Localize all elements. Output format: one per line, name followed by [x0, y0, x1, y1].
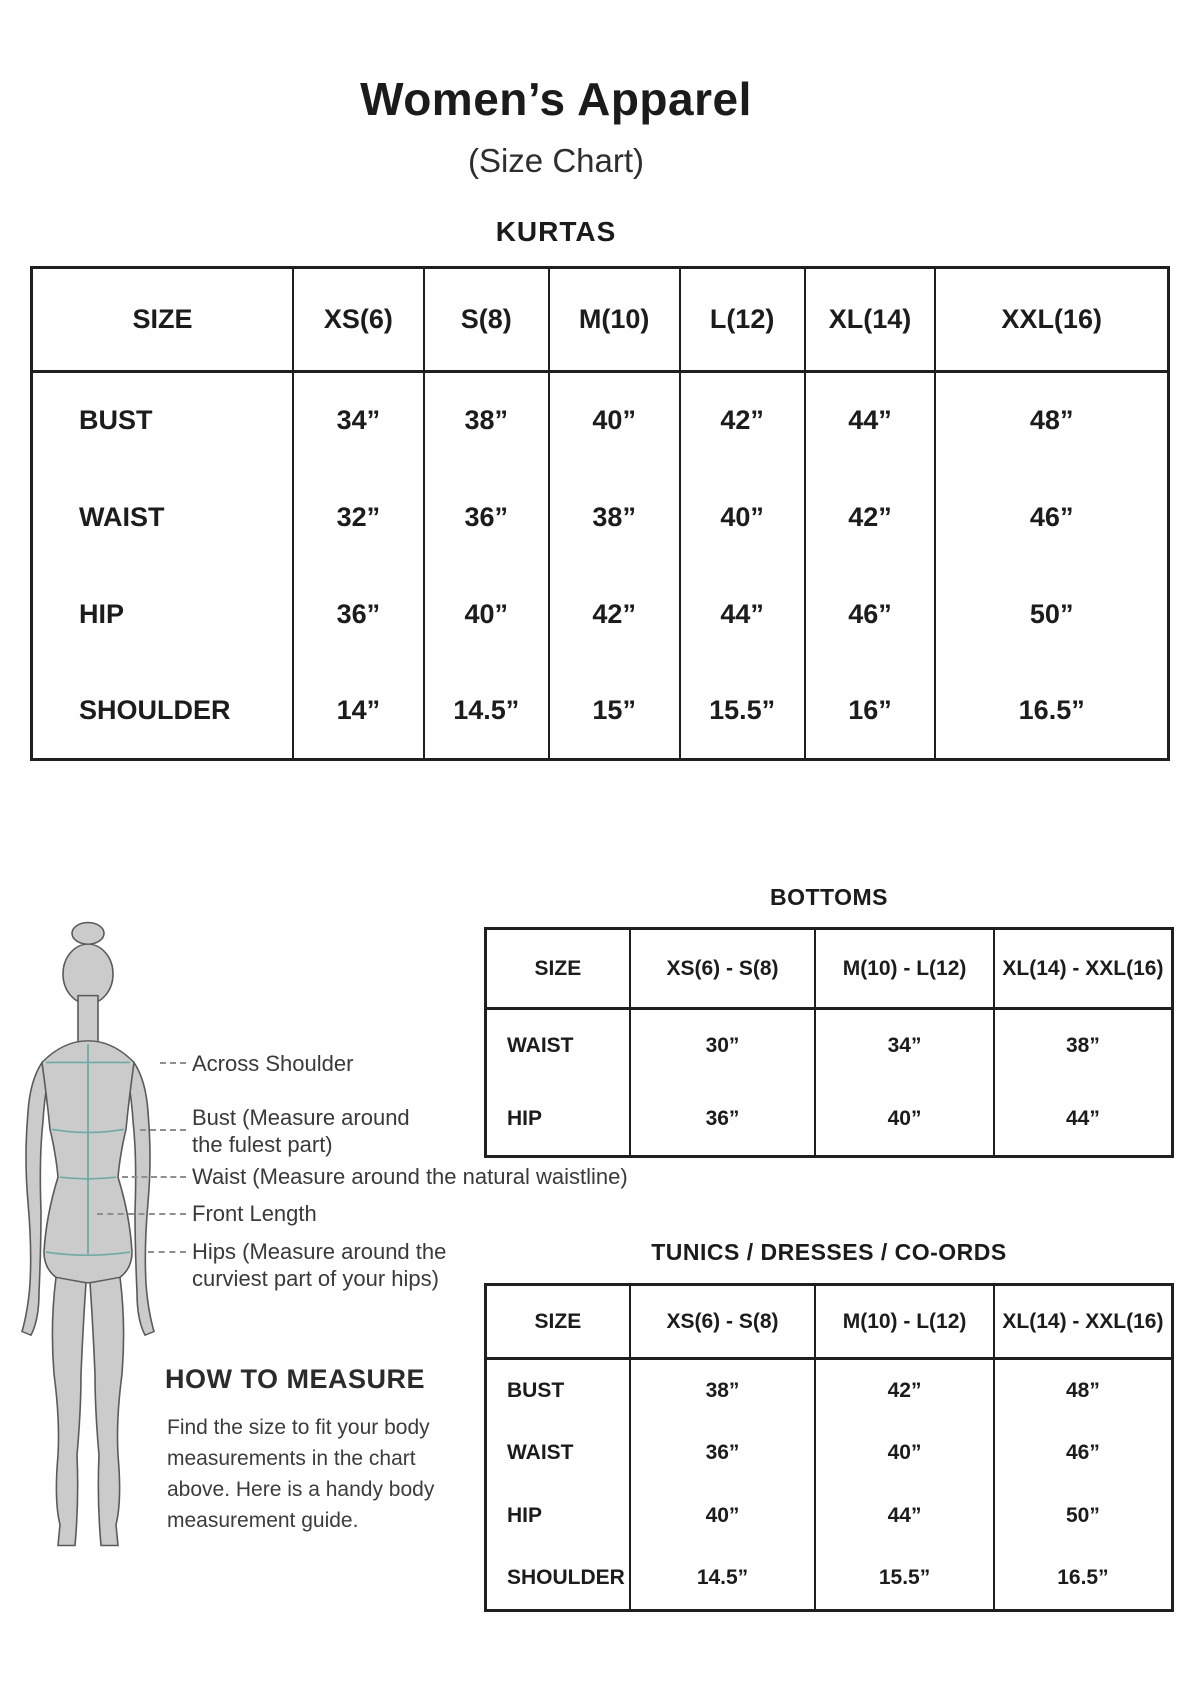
cell: 36” [293, 566, 424, 663]
cell: 14.5” [630, 1548, 815, 1611]
across-shoulder-label: Across Shoulder [192, 1051, 354, 1076]
cell: 50” [935, 566, 1168, 663]
left-arm [22, 1062, 50, 1335]
cell: 34” [815, 1009, 994, 1083]
cell: 46” [935, 469, 1168, 566]
hips-label: Hips (Measure around the curviest part of your hips) [192, 1239, 447, 1291]
cell: 38” [994, 1009, 1173, 1083]
waist-leader-line [122, 1176, 186, 1178]
cell: 42” [549, 566, 680, 663]
cell: 44” [994, 1083, 1173, 1157]
cell: 14” [293, 663, 424, 760]
tunics-size-table [484, 1283, 1174, 1612]
table-row [32, 372, 1169, 469]
kurtas-section-title: KURTAS [495, 216, 617, 247]
column-header: L(12) [680, 268, 805, 372]
column-header: XS(6) - S(8) [630, 1285, 815, 1359]
cell: 16” [805, 663, 936, 760]
row-label: WAIST [32, 469, 294, 566]
row-label: BUST [486, 1359, 630, 1422]
cell: 15” [549, 663, 680, 760]
cell: 40” [680, 469, 805, 566]
row-label: WAIST [486, 1009, 630, 1083]
cell: 40” [630, 1485, 815, 1548]
hips-leader-line [148, 1251, 186, 1253]
row-label: HIP [486, 1083, 630, 1157]
cell: 14.5” [424, 663, 549, 760]
cell: 46” [994, 1422, 1173, 1485]
column-header: SIZE [486, 1285, 630, 1359]
cell: 32” [293, 469, 424, 566]
left-leg [52, 1277, 86, 1545]
page-title: Women’s Apparel [360, 73, 752, 125]
kurtas-header-row [32, 268, 1169, 372]
cell: 40” [815, 1422, 994, 1485]
cell: 40” [424, 566, 549, 663]
bottoms-section-title: BOTTOMS [769, 884, 889, 910]
row-label: WAIST [486, 1422, 630, 1485]
how-to-measure-text: Find the size to fit your body measurements in the chart above. Here is a handy body measurement guide. [167, 1416, 435, 1532]
cell: 48” [935, 372, 1168, 469]
cell: 46” [805, 566, 936, 663]
head [63, 944, 113, 1004]
column-header: S(8) [424, 268, 549, 372]
row-label: SHOULDER [486, 1548, 630, 1611]
tunics-header-row [486, 1285, 1173, 1359]
cell: 38” [424, 372, 549, 469]
table-row [32, 469, 1169, 566]
column-header: XXL(16) [935, 268, 1168, 372]
front-length-label: Front Length [192, 1201, 317, 1226]
cell: 30” [630, 1009, 815, 1083]
column-header: XS(6) [293, 268, 424, 372]
bottoms-header-row [486, 929, 1173, 1009]
cell: 40” [815, 1083, 994, 1157]
cell: 16.5” [935, 663, 1168, 760]
column-header: XL(14) - XXL(16) [994, 1285, 1173, 1359]
cell: 36” [630, 1083, 815, 1157]
table-row [32, 566, 1169, 663]
page-header [0, 72, 1112, 180]
cell: 44” [805, 372, 936, 469]
cell: 48” [994, 1359, 1173, 1422]
column-header: SIZE [486, 929, 630, 1009]
body-figure-illustration [8, 918, 168, 1550]
cell: 44” [815, 1485, 994, 1548]
table-row [486, 1548, 1173, 1611]
table-row [486, 1359, 1173, 1422]
hair-bun [72, 923, 104, 945]
cell: 44” [680, 566, 805, 663]
column-header: XS(6) - S(8) [630, 929, 815, 1009]
cell: 36” [630, 1422, 815, 1485]
female-silhouette-drawing [8, 918, 168, 1550]
row-label: HIP [32, 566, 294, 663]
bust-leader-line [140, 1129, 186, 1131]
column-header: M(10) [549, 268, 680, 372]
across-shoulder-leader-line [160, 1062, 186, 1064]
cell: 34” [293, 372, 424, 469]
cell: 42” [680, 372, 805, 469]
kurtas-size-table [30, 266, 1170, 761]
table-row [486, 1422, 1173, 1485]
column-header: M(10) - L(12) [815, 929, 994, 1009]
table-row [32, 663, 1169, 760]
table-row [486, 1485, 1173, 1548]
cell: 38” [549, 469, 680, 566]
cell: 36” [424, 469, 549, 566]
cell: 42” [815, 1359, 994, 1422]
table-row [486, 1083, 1173, 1157]
bust-label: Bust (Measure around the fulest part) [192, 1105, 410, 1157]
front-length-leader-line [97, 1213, 186, 1215]
right-arm [126, 1062, 154, 1335]
bottoms-size-table [484, 927, 1174, 1158]
waist-label: Waist (Measure around the natural waistline) [192, 1164, 628, 1189]
row-label: HIP [486, 1485, 630, 1548]
column-header: XL(14) [805, 268, 936, 372]
cell: 42” [805, 469, 936, 566]
cell: 40” [549, 372, 680, 469]
column-header: XL(14) - XXL(16) [994, 929, 1173, 1009]
column-header: M(10) - L(12) [815, 1285, 994, 1359]
row-label: SHOULDER [32, 663, 294, 760]
row-label: BUST [32, 372, 294, 469]
column-header: SIZE [32, 268, 294, 372]
cell: 15.5” [815, 1548, 994, 1611]
how-to-measure-title: HOW TO MEASURE [165, 1364, 426, 1394]
right-leg [90, 1277, 124, 1545]
page-subtitle: (Size Chart) [467, 142, 645, 179]
tunics-section-title: TUNICS / DRESSES / CO-ORDS [651, 1239, 1007, 1265]
cell: 15.5” [680, 663, 805, 760]
cell: 16.5” [994, 1548, 1173, 1611]
neck [78, 996, 98, 1045]
table-row [486, 1009, 1173, 1083]
cell: 50” [994, 1485, 1173, 1548]
cell: 38” [630, 1359, 815, 1422]
